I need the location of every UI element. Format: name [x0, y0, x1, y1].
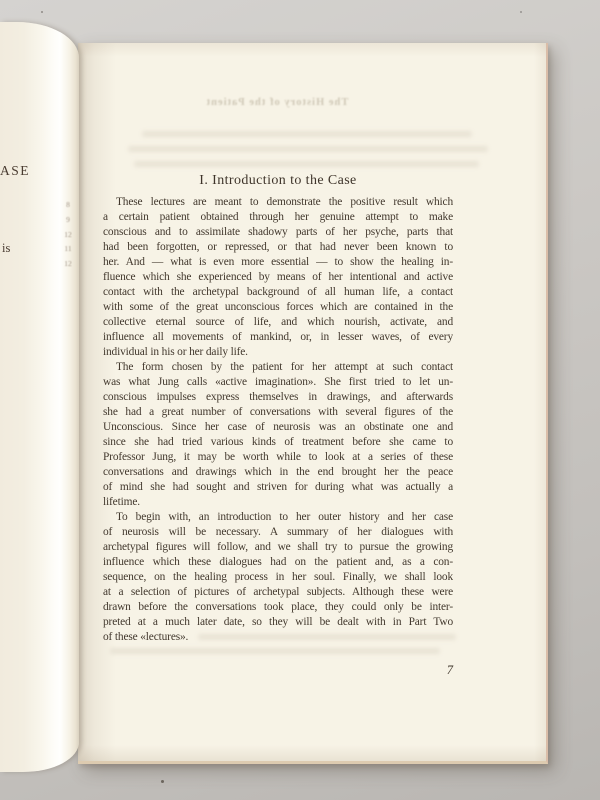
text-line: individual in his or her daily life.: [103, 346, 248, 358]
text-line: conscious and to assimilate shadowy parts of her psyche, parts that: [103, 226, 453, 238]
text-line: archetypal figures will follow, and we shall try to pursue the growing: [103, 541, 453, 553]
show-through-line: [134, 161, 479, 167]
show-through-line: [110, 648, 440, 654]
text-line: conscious impulses express themselves in drawings, and afterwards: [103, 391, 453, 403]
left-page-word-fragment: is: [2, 241, 11, 255]
text-line: since she had tried various kinds of treatment before she came to: [103, 436, 453, 448]
text-line: conversations and drawings which in the end brought her the peace: [103, 466, 453, 478]
toc-number-fragment: 12: [64, 229, 72, 239]
chapter-heading: I. Introduction to the Case: [199, 173, 357, 188]
page-number: 7: [446, 663, 453, 677]
text-line: was what Jung calls «active imagination». She first tried to let un-: [103, 376, 453, 388]
show-through-line: [142, 131, 472, 137]
text-line: sequence, on the healing process in her soul. Finally, we shall look: [103, 571, 453, 583]
left-page-toc-numbers: [62, 198, 74, 272]
text-line: The form chosen by the patient for her attempt at such contact: [116, 361, 453, 373]
text-line: she had a great number of conversations with several figures of the: [103, 406, 453, 418]
text-line: had been forgotten, or repressed, or that had never been known to: [103, 241, 453, 253]
left-page-title-fragment: ASE: [0, 163, 31, 178]
book-left-page: [0, 22, 79, 772]
text-line: To begin with, an introduction to her outer history and her case: [116, 511, 453, 523]
text-line: at a selection of pictures of archetypal subjects. Although these were: [103, 586, 453, 598]
text-line: of neurosis will be necessary. A summary of her dialogues with: [103, 526, 453, 538]
text-line: her. And — what is even more essential — to show the healing in-: [103, 256, 453, 268]
text-line: of these «lectures».: [103, 631, 189, 643]
text-line: These lectures are meant to demonstrate the positive result which: [116, 196, 453, 208]
text-line: Professor Jung, it may be worth while to look at a series of these: [103, 451, 453, 463]
toc-number-fragment: 11: [64, 244, 72, 254]
text-line: drawn before the conversations took place, they could only be inter-: [103, 601, 453, 613]
text-line: collective eternal source of life, and which nourish, activate, and: [103, 316, 453, 328]
text-line: contact with the archetypal background of all human life, a contact: [103, 286, 453, 298]
text-line: influence which these dialogues had on the patient and, as a con-: [103, 556, 453, 568]
book-right-page: [78, 43, 548, 764]
text-line: of mind she had sought and striven for during what was actually a: [103, 481, 453, 493]
show-through-text: The History of the Patient: [205, 97, 349, 108]
text-line: Unconscious. Since her case of neurosis was an obstinate one and: [103, 421, 453, 433]
dust-speck: [161, 780, 164, 783]
text-line: with some of the great unconscious forces which are contained in the: [103, 301, 453, 313]
body-text: [103, 195, 453, 645]
toc-number-fragment: 8: [66, 200, 70, 209]
show-through-line: [128, 146, 488, 152]
dust-speck: [41, 11, 43, 13]
text-line: a certain patient obtained through her genuine attempt to make: [103, 211, 453, 223]
text-line: fluence which she experienced by means of her intentional and active: [103, 271, 453, 283]
dust-speck: [520, 11, 522, 13]
toc-number-fragment: 12: [64, 259, 72, 269]
text-line: preted at a much later date, so they will be dealt with in Part Two: [103, 616, 453, 628]
text-line: influence all movements of mankind, or, in lesser waves, of every: [103, 331, 453, 343]
text-line: lifetime.: [103, 496, 140, 508]
toc-number-fragment: 9: [66, 214, 70, 224]
